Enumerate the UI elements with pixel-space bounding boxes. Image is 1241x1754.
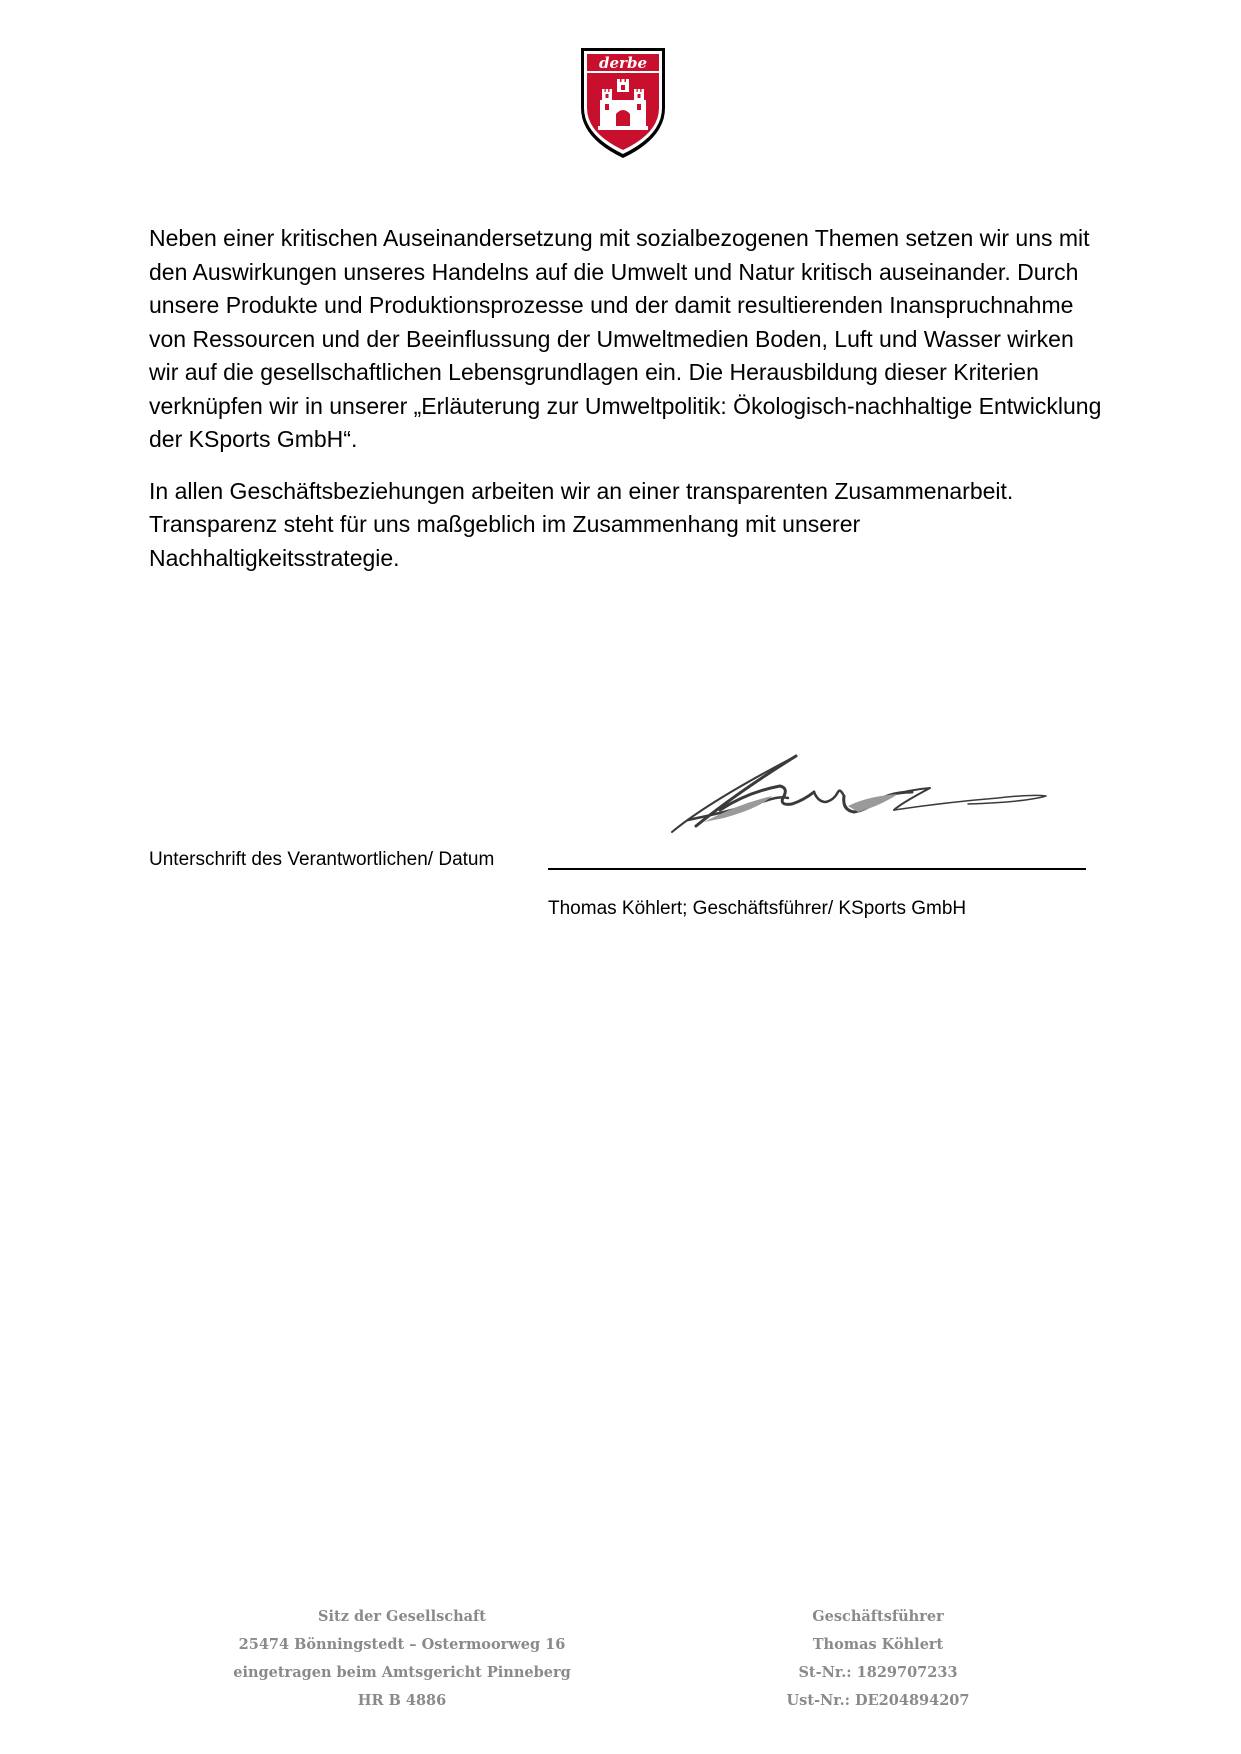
signature-label: Unterschrift des Verantwortlichen/ Datum (149, 849, 495, 870)
footer-left-heading: Sitz der Gesellschaft (318, 1608, 486, 1625)
signature-line (548, 868, 1086, 870)
footer-right-vat-number: Ust-Nr.: DE204894207 (786, 1692, 970, 1709)
footer-left-court: eingetragen beim Amtsgericht Pinneberg (233, 1664, 571, 1681)
handwritten-signature (668, 752, 1058, 836)
paragraph-1: Neben einer kritischen Auseinandersetzung mit sozialbezogenen Themen setzen wir uns mit den Auswirkungen unseres Handelns auf die Umwelt und Natur kritisch auseinander. Durch unsere Produkte und Produktionsprozesse und der damit resultierenden Inanspruchnahme von Ressourcen und der Beeinflussung der Umweltmedien Boden, Luft und Wasser wirken wir auf die gesellschaftlichen Lebensgrundlagen ein. Die Herausbildung dieser Kriterien verknüpfen wir in unserer „Erläuterung zur Umweltpolitik: Ökologisch-nachhaltige Entwicklung der KSports GmbH“. (149, 225, 1102, 452)
footer-right-tax-number: St-Nr.: 1829707233 (798, 1664, 958, 1681)
footer-left-register: HR B 4886 (357, 1692, 447, 1709)
paragraph-2: In allen Geschäftsbeziehungen arbeiten wir an einer transparenten Zusammenarbeit. Transparenz steht für uns maßgeblich im Zusammenhang mit unserer Nachhaltigkeitsstrategie. (149, 477, 1014, 571)
footer-management-info (728, 1603, 1028, 1715)
footer-left-address: 25474 Bönningstedt – Ostermoorweg 16 (238, 1636, 566, 1653)
signer-name: Thomas Köhlert; Geschäftsführer/ KSports GmbH (548, 898, 967, 919)
footer-company-info (202, 1603, 602, 1715)
derbe-logo (578, 46, 668, 160)
logo-text: derbe (599, 54, 647, 72)
footer-right-name: Thomas Köhlert (812, 1636, 944, 1653)
footer-right-heading: Geschäftsführer (812, 1608, 944, 1625)
body-text (149, 222, 1109, 593)
